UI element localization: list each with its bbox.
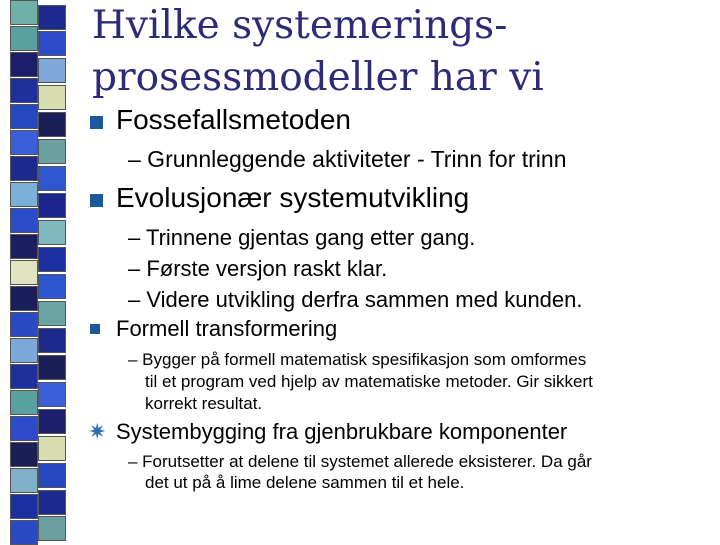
sub-item-1-1: – Grunnleggende aktiviteter - Trinn for trinn [128, 146, 567, 172]
strip-square [10, 78, 38, 103]
strip-square [10, 208, 38, 233]
sub-item-2-2: – Første versjon raskt klar. [128, 256, 388, 281]
strip-square [10, 286, 38, 311]
strip-square [38, 490, 66, 515]
strip-square [38, 193, 66, 218]
title-line-1: Hvilke systemerings- [92, 3, 508, 48]
strip-square [38, 31, 66, 56]
strip-square [10, 234, 38, 259]
strip-square [38, 112, 66, 137]
sub-item-3-1: – Bygger på formell matematisk spesifikasjon som omformes [128, 350, 587, 369]
strip-square [38, 382, 66, 407]
strip-square [10, 130, 38, 155]
strip-square [38, 139, 66, 164]
strip-square [38, 463, 66, 488]
strip-square [38, 5, 66, 30]
square-bullet-icon [90, 324, 100, 334]
sub-item-4-1: – Forutsetter at delene til systemet allerede eksisterer. Da går [128, 452, 592, 471]
decorative-strip [0, 0, 68, 540]
strip-square [38, 516, 66, 541]
slide-title [92, 0, 544, 104]
bullet-item-3: Formell transformering [116, 316, 338, 341]
star-bullet-icon: ✷ [88, 420, 107, 445]
strip-square [38, 328, 66, 353]
strip-square [10, 0, 38, 25]
bullet-item-1: Fossefallsmetoden [116, 104, 352, 135]
strip-square [10, 520, 38, 545]
strip-square [10, 104, 38, 129]
strip-square [38, 301, 66, 326]
sub-item-3-3: korrekt resultat. [145, 394, 263, 413]
strip-square [10, 260, 38, 285]
strip-square [10, 364, 38, 389]
strip-square [38, 58, 66, 83]
sub-item-4-2: det ut på å lime delene sammen til et hele. [145, 473, 465, 492]
strip-square [38, 166, 66, 191]
strip-square [10, 156, 38, 181]
title-line-2: prosessmodeller har vi [92, 55, 544, 100]
strip-square [38, 85, 66, 110]
square-bullet-icon [90, 116, 103, 129]
sub-item-3-2: til et program ved hjelp av matematiske metoder. Gir sikkert [145, 372, 593, 391]
strip-square [10, 26, 38, 51]
strip-square [10, 416, 38, 441]
strip-square [10, 312, 38, 337]
strip-square [38, 274, 66, 299]
strip-square [38, 247, 66, 272]
sub-item-2-1: – Trinnene gjentas gang etter gang. [128, 225, 476, 250]
strip-square [10, 338, 38, 363]
sub-item-2-3: – Videre utvikling derfra sammen med kunden. [128, 287, 583, 312]
strip-square [38, 220, 66, 245]
strip-square [10, 182, 38, 207]
strip-square [10, 468, 38, 493]
strip-square [38, 436, 66, 461]
strip-square [10, 494, 38, 519]
strip-square [38, 355, 66, 380]
square-bullet-icon [90, 194, 103, 207]
bullet-item-2: Evolusjonær systemutvikling [116, 182, 470, 213]
strip-square [10, 442, 38, 467]
strip-square [10, 390, 38, 415]
bullet-item-4: Systembygging fra gjenbrukbare komponenter [116, 419, 568, 444]
strip-square [10, 52, 38, 77]
strip-square [38, 409, 66, 434]
